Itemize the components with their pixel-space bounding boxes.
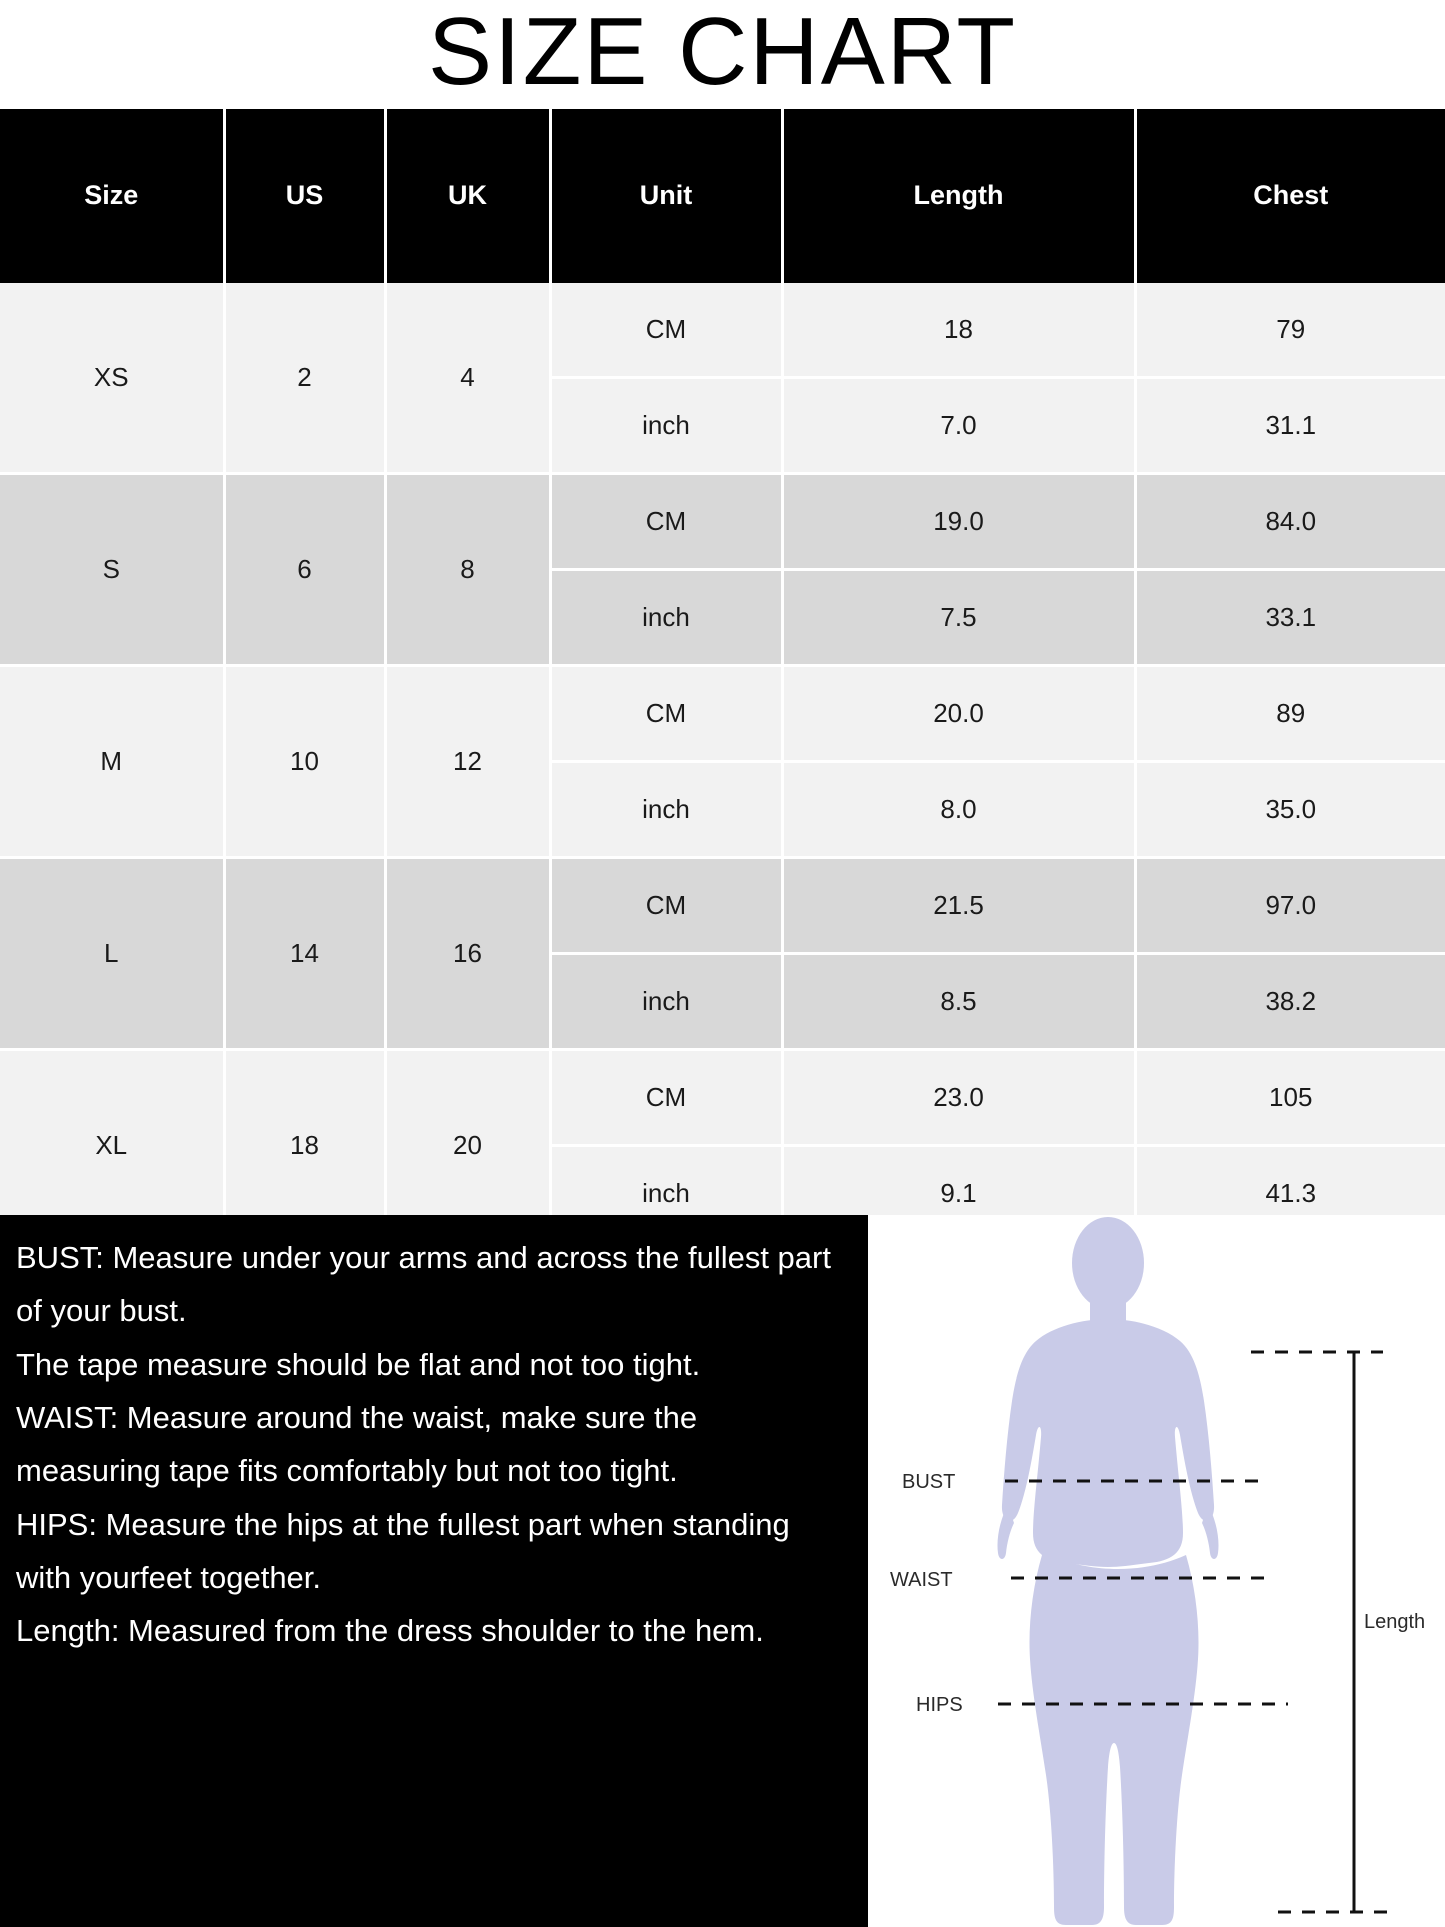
cell-size: L xyxy=(0,857,224,1049)
cell-chest: 38.2 xyxy=(1135,953,1445,1049)
cell-length: 7.0 xyxy=(782,377,1135,473)
instruction-hips: HIPS: Measure the hips at the fullest part when standing with yourfeet together. xyxy=(16,1506,790,1595)
cell-length: 8.5 xyxy=(782,953,1135,1049)
cell-size: M xyxy=(0,665,224,857)
cell-unit: CM xyxy=(550,473,782,569)
cell-uk: 8 xyxy=(385,473,550,665)
instruction-length: Length: Measured from the dress shoulder to the hem. xyxy=(16,1613,764,1649)
cell-size: S xyxy=(0,473,224,665)
cell-chest: 84.0 xyxy=(1135,473,1445,569)
instruction-bust: BUST: Measure under your arms and across the fullest part of your bust. xyxy=(16,1240,831,1329)
cell-uk: 16 xyxy=(385,857,550,1049)
cell-chest: 105 xyxy=(1135,1049,1445,1145)
column-header-us: US xyxy=(224,109,385,283)
cell-length: 7.5 xyxy=(782,569,1135,665)
instruction-tape: The tape measure should be flat and not too tight. xyxy=(16,1346,701,1382)
cell-us: 6 xyxy=(224,473,385,665)
cell-unit: CM xyxy=(550,1049,782,1145)
cell-length: 9.1 xyxy=(782,1145,1135,1241)
cell-unit: CM xyxy=(550,857,782,953)
length-label: Length xyxy=(1364,1611,1426,1633)
cell-us: 2 xyxy=(224,283,385,474)
waist-label: WAIST xyxy=(890,1569,953,1591)
cell-chest: 35.0 xyxy=(1135,761,1445,857)
cell-chest: 89 xyxy=(1135,665,1445,761)
table-header-row xyxy=(0,109,1445,283)
size-chart-table xyxy=(0,109,1445,1243)
cell-us: 14 xyxy=(224,857,385,1049)
bottom-section xyxy=(0,1215,1445,1927)
table-row xyxy=(0,473,1445,569)
column-header-unit: Unit xyxy=(550,109,782,283)
column-header-size: Size xyxy=(0,109,224,283)
cell-length: 20.0 xyxy=(782,665,1135,761)
cell-unit: CM xyxy=(550,665,782,761)
cell-us: 10 xyxy=(224,665,385,857)
cell-unit: inch xyxy=(550,569,782,665)
table-row xyxy=(0,283,1445,378)
cell-chest: 31.1 xyxy=(1135,377,1445,473)
table-row xyxy=(0,665,1445,761)
cell-length: 21.5 xyxy=(782,857,1135,953)
cell-uk: 12 xyxy=(385,665,550,857)
cell-length: 19.0 xyxy=(782,473,1135,569)
cell-us: 18 xyxy=(224,1049,385,1241)
instruction-waist: WAIST: Measure around the waist, make sure the measuring tape fits comfortably but not too tight. xyxy=(16,1399,698,1489)
cell-chest: 79 xyxy=(1135,283,1445,378)
cell-size: XS xyxy=(0,283,224,474)
female-body-figure-icon xyxy=(868,1215,1445,1927)
cell-uk: 4 xyxy=(385,283,550,474)
cell-length: 8.0 xyxy=(782,761,1135,857)
measurement-instructions xyxy=(0,1215,868,1927)
cell-chest: 41.3 xyxy=(1135,1145,1445,1241)
cell-length: 18 xyxy=(782,283,1135,378)
cell-unit: inch xyxy=(550,377,782,473)
cell-unit: inch xyxy=(550,1145,782,1241)
cell-size: XL xyxy=(0,1049,224,1241)
cell-unit: inch xyxy=(550,953,782,1049)
bust-label: BUST xyxy=(902,1471,956,1493)
column-header-length: Length xyxy=(782,109,1135,283)
cell-length: 23.0 xyxy=(782,1049,1135,1145)
measurement-diagram xyxy=(868,1215,1445,1927)
cell-unit: CM xyxy=(550,283,782,378)
cell-uk: 20 xyxy=(385,1049,550,1241)
cell-unit: inch xyxy=(550,761,782,857)
column-header-chest: Chest xyxy=(1135,109,1445,283)
cell-chest: 33.1 xyxy=(1135,569,1445,665)
table-row xyxy=(0,1049,1445,1145)
cell-chest: 97.0 xyxy=(1135,857,1445,953)
hips-label: HIPS xyxy=(916,1694,963,1716)
page-title: SIZE CHART xyxy=(428,0,1017,105)
column-header-uk: UK xyxy=(385,109,550,283)
table-row xyxy=(0,857,1445,953)
